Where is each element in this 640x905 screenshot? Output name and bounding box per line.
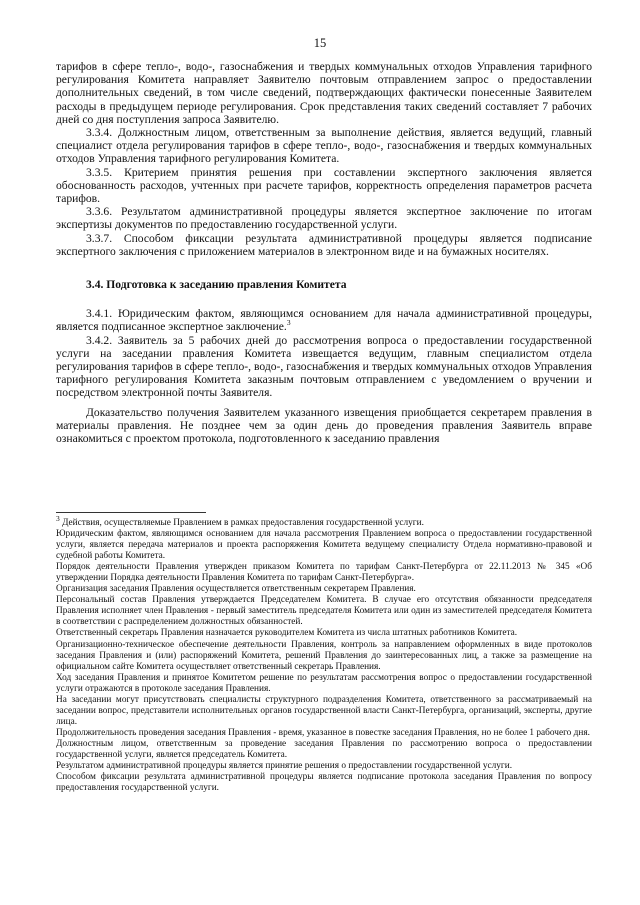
paragraph-evidence: Доказательство получения Заявителем указанного извещения приобщается секретарем правления в материалы правления. Не позднее чем за один день до проведения правления Заявитель вправе ознакомиться с проектом протокола, подготовленного к заседанию правления — [56, 405, 592, 446]
footnotes — [56, 513, 592, 794]
footnote-item: Результатом административной процедуры является принятие решения о предоставлении государственной услуги. — [56, 761, 513, 772]
footnote-item: Порядок деятельности Правления утвержден приказом Комитета по тарифам Санкт-Петербурга от 22.11.2013 № 345 «Об утверждении Порядка деятельности Правления Комитета по тарифам Санкт-Петербурга». — [56, 562, 592, 584]
footnote-divider — [56, 512, 206, 513]
paragraph-3-4-2: 3.4.2. Заявитель за 5 рабочих дней до рассмотрения вопроса о предоставлении государственной услуги на заседании правления Комитета извещается ведущим, главным специалистом отдела регулирования тарифов в сфере тепло-, водо-, газоснабжения и твердых коммунальных отходов Управления тарифного регулирования Комитета заказным почтовым отправлением с уведомлением о вручении и посредством электронной почты Заявителя. — [56, 333, 592, 400]
footnote-item: Организационно-техническое обеспечение деятельности Правления, контроль за направлением оформленных в виде протоколов заседания Правления и (или) распоряжений Комитета, решений Правления до заинтересованных лиц, а также за размещение на официальном сайте Комитета осуществляет ответственный секретарь Правления. — [56, 639, 592, 672]
footnote-first-text: Действия, осуществляемые Правлением в рамках предоставления государственной услуги. — [62, 518, 424, 528]
page-number: 15 — [313, 36, 327, 50]
footnote-item: Ход заседания Правления и принятое Комитетом решение по результатам рассмотрения вопрос о предоставлении государственной услуги отражаются в протоколе заседания Правления. — [56, 672, 592, 694]
footnote-item: Юридическим фактом, являющимся основанием для начала рассмотрения Правлением вопроса о предоставлении государственной услуги, является передача материалов и проекта распоряжения Комитета ведущему специалисту Отдела нормативно-правовой и судебной работы Комитета. — [56, 529, 592, 562]
paragraph-continuation: тарифов в сфере тепло-, водо-, газоснабжения и твердых коммунальных отходов Управления тарифного регулирования Комитета направляет Заявителю почтовым отправлением запрос о предоставлении дополнительных сведений, в том числе сведений, подтверждающих фактически понесенные Заявителем расходы в предыдущем периоде регулирования. Срок представления таких сведений составляет 7 рабочих дней со дня поступления запроса Заявителю. — [56, 60, 592, 126]
footnote-item: Должностным лицом, ответственным за проведение заседания Правления по рассмотрению вопроса о предоставлении государственной услуги, является председатель Комитета. — [56, 738, 592, 760]
section-heading: 3.4. Подготовка к заседанию правления Комитета — [86, 278, 347, 292]
footnote-item: Персональный состав Правления утверждается Председателем Комитета. В случае его отсутствия обязанности председателя Правления исполняет член Правления - первый заместитель председателя Комитета или один из заместителей председателя Комитета в соответствии с распределением должностных обязанностей. — [56, 595, 592, 628]
paragraph-3-3-5: 3.3.5. Критерием принятия решения при составлении экспертного заключения является обоснованность расходов, учтенных при расчете тарифов, корректность определения параметров расчета тарифов. — [56, 165, 592, 206]
footnote-item: Организация заседания Правления осуществляется ответственным секретарем Правления. — [56, 584, 416, 595]
paragraph-3-4-1-text: 3.4.1. Юридическим фактом, являющимся основанием для начала административной процедуры, является подписанное экспертное заключение. — [56, 307, 592, 334]
paragraph-3-3-6: 3.3.6. Результатом административной процедуры является экспертное заключение по итогам экспертизы документов по предоставлению государственной услуги. — [56, 205, 592, 232]
footnote-item: Ответственный секретарь Правления назначается руководителем Комитета из числа штатных работников Комитета. — [56, 628, 518, 639]
paragraph-3-4-1 — [56, 307, 592, 333]
paragraph-3-3-4: 3.3.4. Должностным лицом, ответственным за выполнение действия, является ведущий, главный специалист отдела регулирования тарифов в сфере тепло-, водо-, газоснабжения и твердых коммунальных отходов Управления тарифного регулирования Комитета. — [56, 126, 592, 166]
main-text — [56, 60, 592, 445]
footnote-item: Продолжительность проведения заседания Правления - время, указанное в повестке заседания Правления, но не более 1 рабочего дня. — [56, 727, 590, 738]
footnote-reference[interactable]: 3 — [286, 318, 291, 328]
footnote-first — [56, 513, 592, 529]
footnote-mark: 3 — [56, 513, 60, 523]
footnote-item: Способом фиксации результата административной процедуры является подписание протокола заседания Правления по вопросу предоставления государственной услуги. — [56, 772, 592, 794]
footnote-item: На заседании могут присутствовать специалисты структурного подразделения Комитета, ответственного за рассматриваемый на заседании вопрос, представители исполнительных органов государственной власти Санкт-Петербурга, организаций, эксперты, другие лица. — [56, 694, 592, 727]
paragraph-3-3-7: 3.3.7. Способом фиксации результата административной процедуры является подписание экспертного заключения с приложением материалов в электронном виде и на бумажных носителях. — [56, 231, 592, 258]
